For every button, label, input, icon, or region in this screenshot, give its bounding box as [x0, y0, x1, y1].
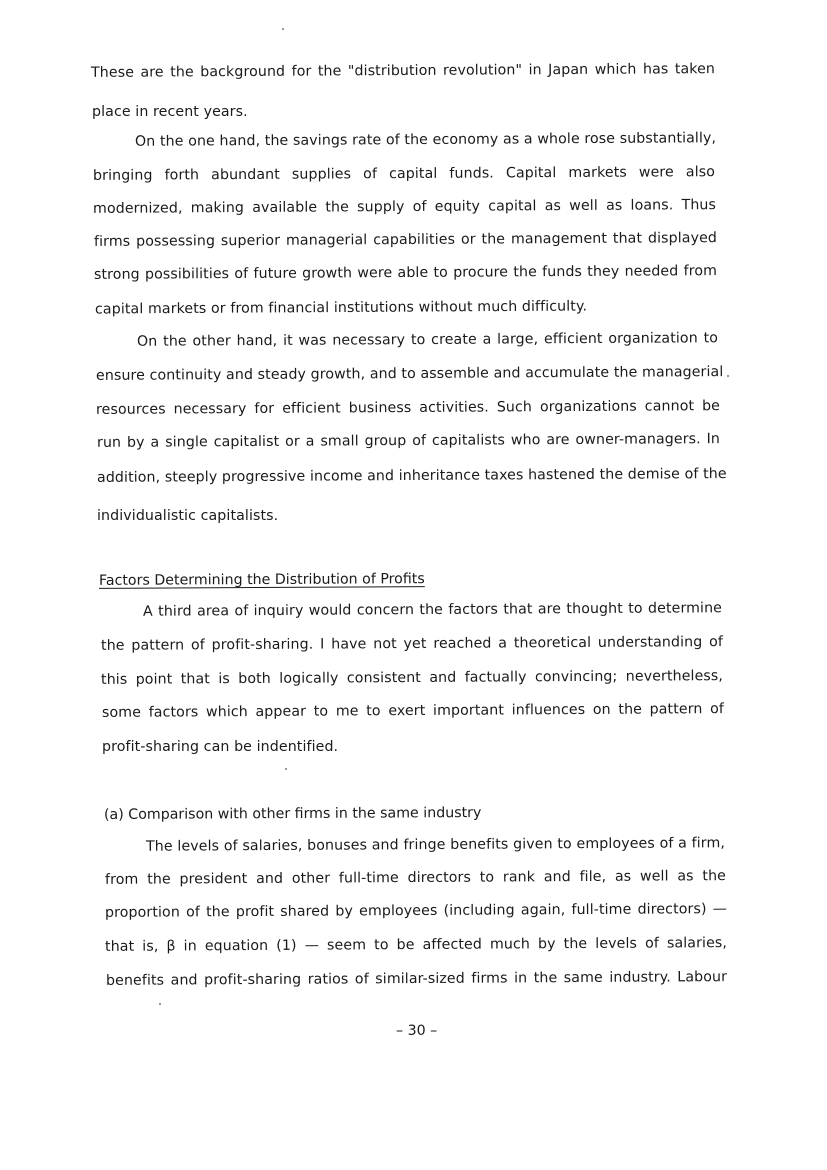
- page-number: – 30 –: [396, 1023, 438, 1039]
- p3-line-1: On the other hand, it was necessary to create a large, efficient organization to: [136, 330, 719, 350]
- p1-line-2: place in recent years.: [92, 104, 248, 120]
- p3-line-5: addition, steeply progressive income and inheritance taxes hastened the demise of the: [96, 466, 727, 486]
- p3-line-4: run by a single capitalist or a small group of capitalists who are owner-managers. In: [96, 431, 721, 451]
- p4-line-4: some factors which appear to me to exert important influences on the pattern of: [101, 701, 725, 721]
- p2-line-6: capital markets or from financial institutions without much difficulty.: [94, 298, 588, 318]
- p2-line-4: firms possessing superior managerial capabilities or the management that displayed: [93, 230, 718, 250]
- p1-line-1: These are the background for the "distribution revolution" in Japan which has taken: [90, 61, 716, 81]
- p2-line-1: On the one hand, the savings rate of the economy as a whole rose substantially,: [134, 130, 717, 150]
- subsection-heading: (a) Comparison with other firms in the same industry: [103, 805, 482, 823]
- p2-line-2: bringing forth abundant supplies of capital funds. Capital markets were also: [92, 164, 716, 184]
- scan-speck: [159, 1003, 161, 1005]
- p4-line-1: A third area of inquiry would concern the factors that are thought to determine: [142, 600, 723, 620]
- p5-line-2: from the president and other full-time directors to rank and file, as well as the: [104, 868, 727, 888]
- p2-line-5: strong possibilities of future growth were able to procure the funds they needed from: [93, 263, 718, 283]
- scan-speck: [727, 375, 729, 377]
- scan-speck: [285, 768, 287, 770]
- p2-line-3: modernized, making available the supply of equity capital as well as loans. Thus: [92, 197, 717, 217]
- p3-line-6: individualistic capitalists.: [97, 508, 279, 524]
- p5-line-3: proportion of the profit shared by employees (including again, full-time directors) —: [104, 901, 728, 921]
- p5-line-5: benefits and profit-sharing ratios of similar-sized firms in the same industry. Labour: [105, 969, 728, 989]
- p4-line-5: profit-sharing can be indentified.: [102, 739, 339, 755]
- p3-line-3: resources necessary for efficient business activities. Such organizations cannot be: [95, 398, 721, 418]
- p3-line-2: ensure continuity and steady growth, and to assemble and accumulate the managerial: [95, 364, 724, 384]
- p4-line-2: the pattern of profit-sharing. I have not yet reached a theoretical understanding of: [100, 634, 724, 654]
- p5-line-1: The levels of salaries, bonuses and fringe benefits given to employees of a firm,: [145, 835, 726, 855]
- p4-line-3: this point that is both logically consistent and factually convincing; nevertheless,: [100, 668, 724, 688]
- section-heading: Factors Determining the Distribution of Profits: [98, 571, 425, 589]
- p5-line-4: that is, β in equation (1) — seem to be affected much by the levels of salaries,: [104, 935, 728, 955]
- scan-speck: [282, 28, 284, 30]
